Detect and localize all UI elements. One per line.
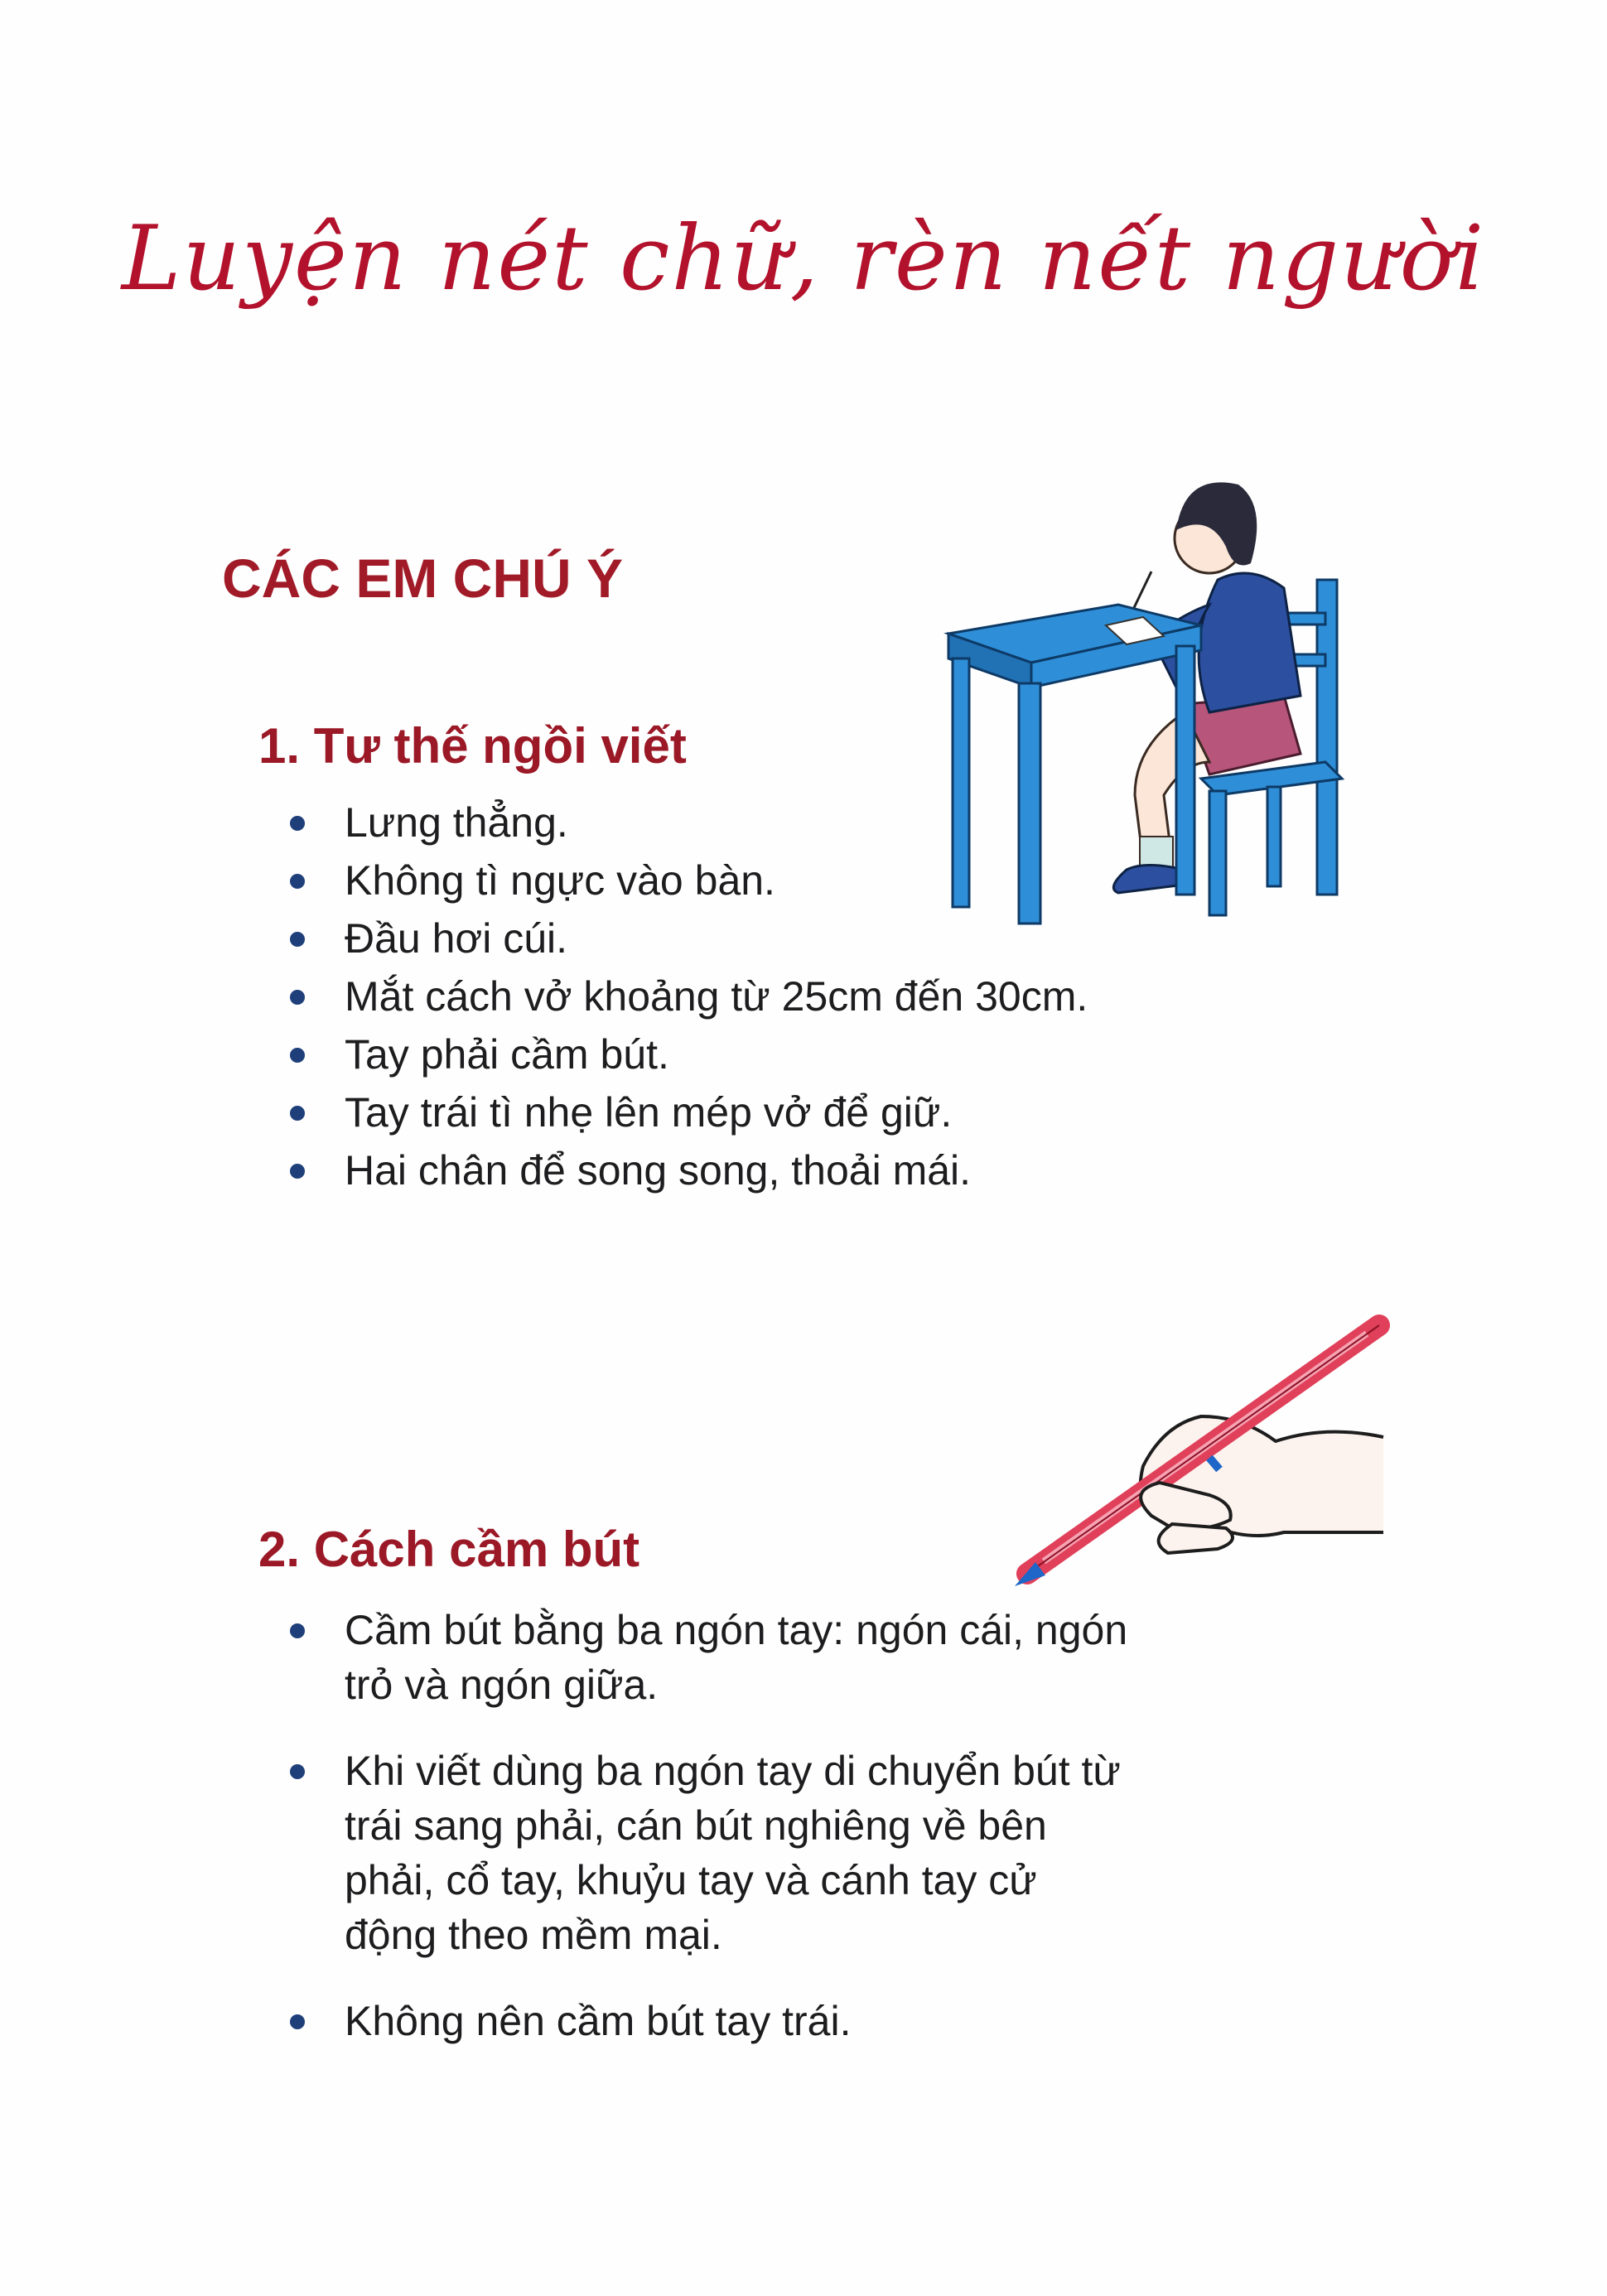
list-item: Mắt cách vở khoảng từ 25cm đến 30cm.: [290, 967, 1088, 1025]
page-title: Luyện nét chữ, rèn nết người: [121, 207, 1486, 311]
pen-grip-list: [290, 1603, 1135, 2080]
pen-grip-illustration: [1002, 1292, 1392, 1590]
writing-posture-illustration: [936, 447, 1383, 928]
list-item: Tay phải cầm bút.: [290, 1025, 1088, 1083]
section-heading-posture: 1. Tư thế ngồi viết: [258, 718, 687, 774]
section-heading-pen-grip: 2. Cách cầm bút: [258, 1522, 640, 1577]
list-item: Hai chân để song song, thoải mái.: [290, 1141, 1088, 1199]
list-item: Tay trái tì nhẹ lên mép vở để giữ.: [290, 1083, 1088, 1141]
list-item: Đầu hơi cúi.: [290, 909, 1088, 967]
list-item: Lưng thẳng.: [290, 793, 1088, 851]
list-item: Cầm bút bằng ba ngón tay: ngón cái, ngón trỏ và ngón giữa.: [290, 1603, 1135, 1712]
list-item: Không nên cầm bút tay trái.: [290, 1994, 1135, 2048]
list-item: Khi viết dùng ba ngón tay di chuyển bút từ trái sang phải, cán bút nghiêng về bên phải, cổ tay, khuỷu tay và cánh tay cử động theo mềm mại.: [290, 1744, 1135, 1962]
attention-heading: CÁC EM CHÚ Ý: [222, 547, 624, 609]
list-item: Không tì ngực vào bàn.: [290, 851, 1088, 909]
